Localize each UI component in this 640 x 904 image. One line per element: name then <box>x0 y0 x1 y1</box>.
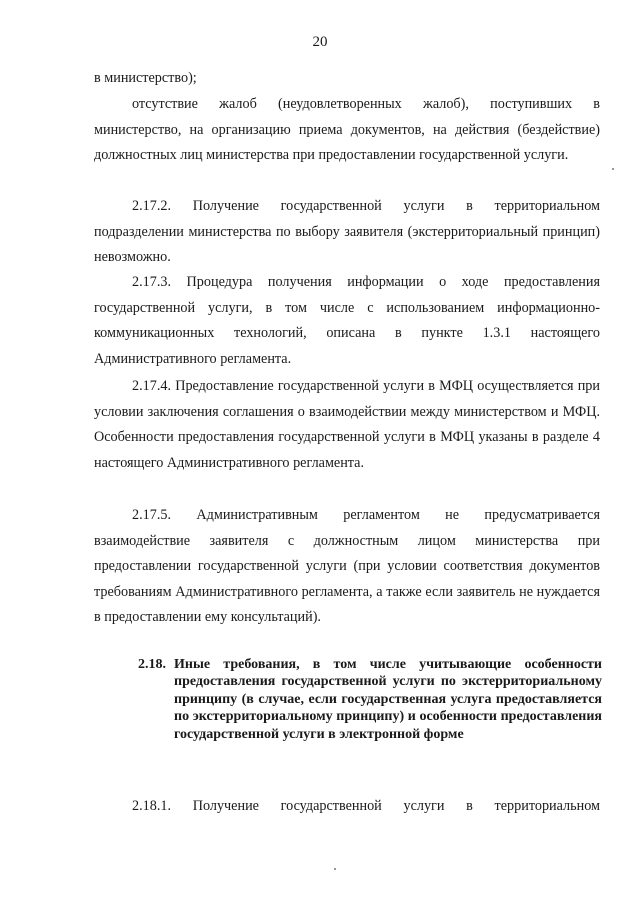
paragraph-2-17-4: 2.17.4. Предоставление государственной услуги в МФЦ осуществляется при условии заключения соглашения о взаимодействии между министерством и МФЦ. Особенности предоставления государственной услуги в МФЦ указаны в разделе 4 настоящего Административного регламента. <box>94 378 600 471</box>
scan-speck <box>612 168 614 170</box>
paragraph-2-17-5: 2.17.5. Административным регламентом не предусматривается взаимодействие заявителя с должностным лицом министерства при предоставлении государственной услуги (при условии соответствия документов требованиям Административного регламента, а также если заявитель не нуждается в предоставлении ему консультаций). <box>94 507 600 625</box>
paragraph-2-18-1: 2.18.1. Получение государственной услуги в территориальном <box>132 798 600 814</box>
paragraph-2-17-3: 2.17.3. Процедура получения информации о ходе предоставления государственной услуги, в том числе с использованием информационно-коммуникационных технологий, описана в пункте 1.3.1 настоящего Административного регламента. <box>94 274 600 367</box>
paragraph-2-17-2: 2.17.2. Получение государственной услуги в территориальном подразделении министерства по выбору заявителя (экстерриториальный принцип) невозможно. <box>94 198 600 265</box>
paragraph-continuation: в министерство); <box>94 70 197 86</box>
scan-speck <box>334 868 336 870</box>
section-heading-number: 2.18. <box>138 657 166 672</box>
page-number: 20 <box>312 34 328 50</box>
section-heading-text: Иные требования, в том числе учитывающие особенности предоставления государственной услуги по экстерриториальному принципу (в случае, если государственная услуга предоставляется по экстерриториальному принципу) и особенности предоставления государственной услуги в электронной форме <box>174 657 602 742</box>
paragraph-no-complaints: отсутствие жалоб (неудовлетворенных жалоб), поступивших в министерство, на организацию приема документов, на действия (бездействие) должностных лиц министерства при предоставлении государственной услуги. <box>94 96 600 163</box>
section-heading-2-18 <box>138 656 602 743</box>
